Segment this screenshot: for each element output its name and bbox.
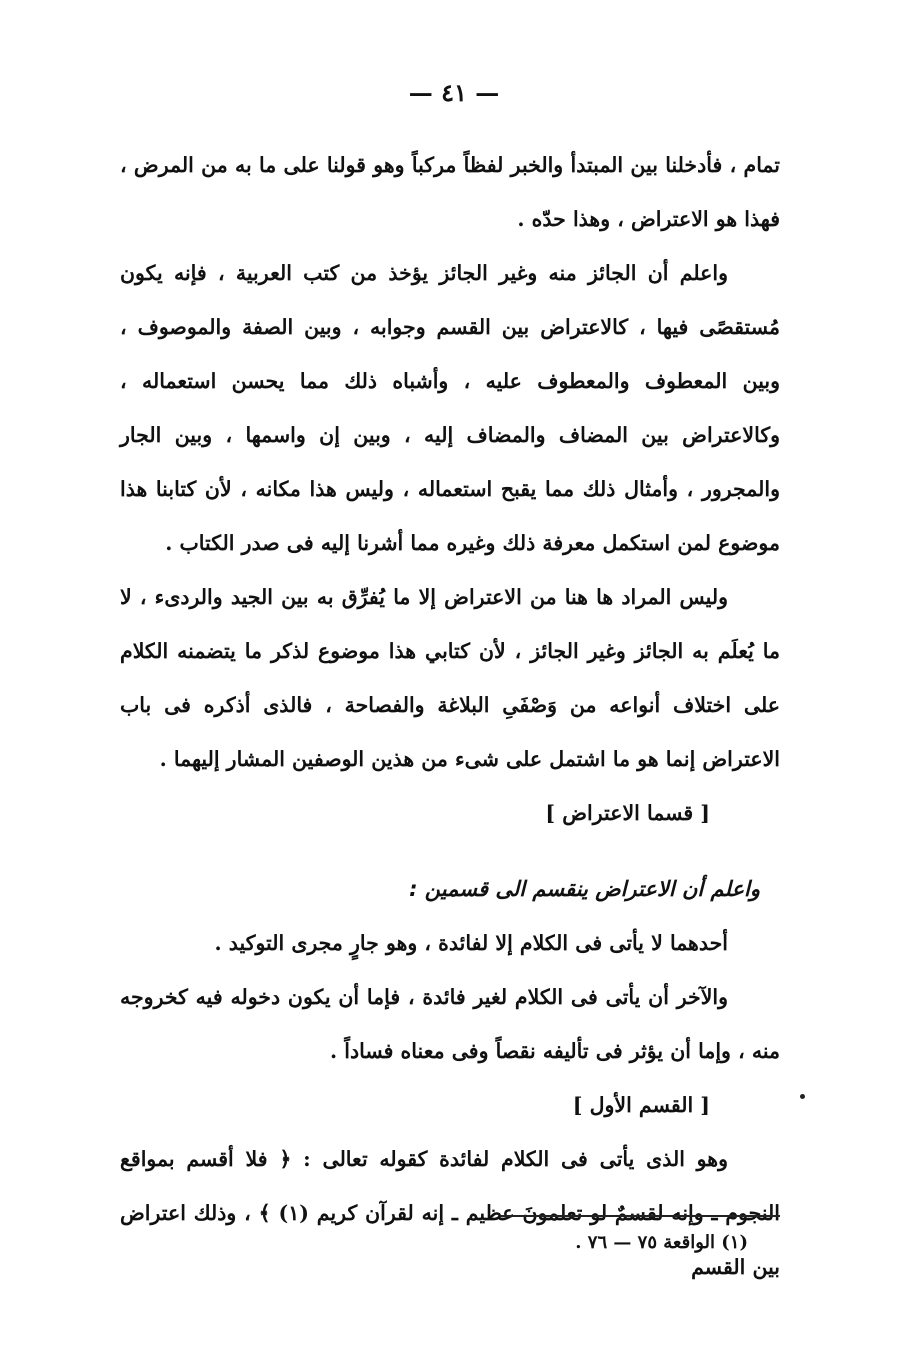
section-heading-divisions: [ قسما الاعتراض ] xyxy=(545,801,710,825)
section-heading-first: [ القسم الأول ] xyxy=(572,1093,710,1117)
page-number: — ٤١ — xyxy=(408,78,500,107)
division-one: أحدهما لا يأتى فى الكلام إلا لفائدة ، وهو جارٍ مجرى التوكيد . xyxy=(214,931,728,955)
main-text-block xyxy=(120,138,780,1294)
ink-speck xyxy=(800,1094,805,1099)
footnote: (١) الواقعة ٧٥ — ٧٦ . xyxy=(575,1232,748,1253)
paragraph-permissible: واعلم أن الجائز منه وغير الجائز يؤخذ من كتب العربية ، فإنه يكون مُستقصًى فيها ، كالاعتراض بين القسم وجوابه ، وبين الصفة والموصوف ، وبين المعطوف والمعطوف عليه ، وأشباه ذلك مما يحسن استعماله ، وكالاعتراض بين المضاف والمضاف إليه ، وبين إن واسمها ، وبين الجار والمجرور ، وأمثال ذلك مما يقبح استعماله ، وليس هذا مكانه ، لأن كتابنا هذا موضوع لمن استكمل معرفة ذلك وغيره مما أشرنا إليه فى صدر الكتاب . xyxy=(120,261,780,555)
paragraph-first-division: وهو الذى يأتى فى الكلام لفائدة كقوله تعالى : ﴿ فلا أقسم بمواقع النجوم ـ وإنه لقسمٌ لو تعلمونَ عظيم ـ إنه لقرآن كريم (١) ﴾ ، وذلك اعتراض بين القسم xyxy=(120,1147,780,1279)
paragraph-purpose: وليس المراد ها هنا من الاعتراض إلا ما يُفرِّق به بين الجيد والردىء ، لا ما يُعلَم به الجائز وغير الجائز ، لأن كتابي هذا موضوع لذكر ما يتضمنه الكلام على اختلاف أنواعه من وَصْفَىِ البلاغة والفصاحة ، فالذى أذكره فى باب الاعتراض إنما هو ما اشتمل على شىء من هذين الوصفين المشار إليهما . xyxy=(120,585,780,771)
paragraph-definition: تمام ، فأدخلنا بين المبتدأ والخبر لفظاً مركباً وهو قولنا على ما به من المرض ، فهذا هو الاعتراض ، وهذا حدّه . xyxy=(120,153,780,231)
handwritten-annotation: واعلم أن الاعتراض ينقسم الى قسمين : xyxy=(409,877,760,901)
footnote-divider xyxy=(500,1215,780,1217)
division-two: والآخر أن يأتى فى الكلام لغير فائدة ، فإما أن يكون دخوله فيه كخروجه منه ، وإما أن يؤثر فى تأليفه نقصاً وفى معناه فساداً . xyxy=(120,985,780,1063)
